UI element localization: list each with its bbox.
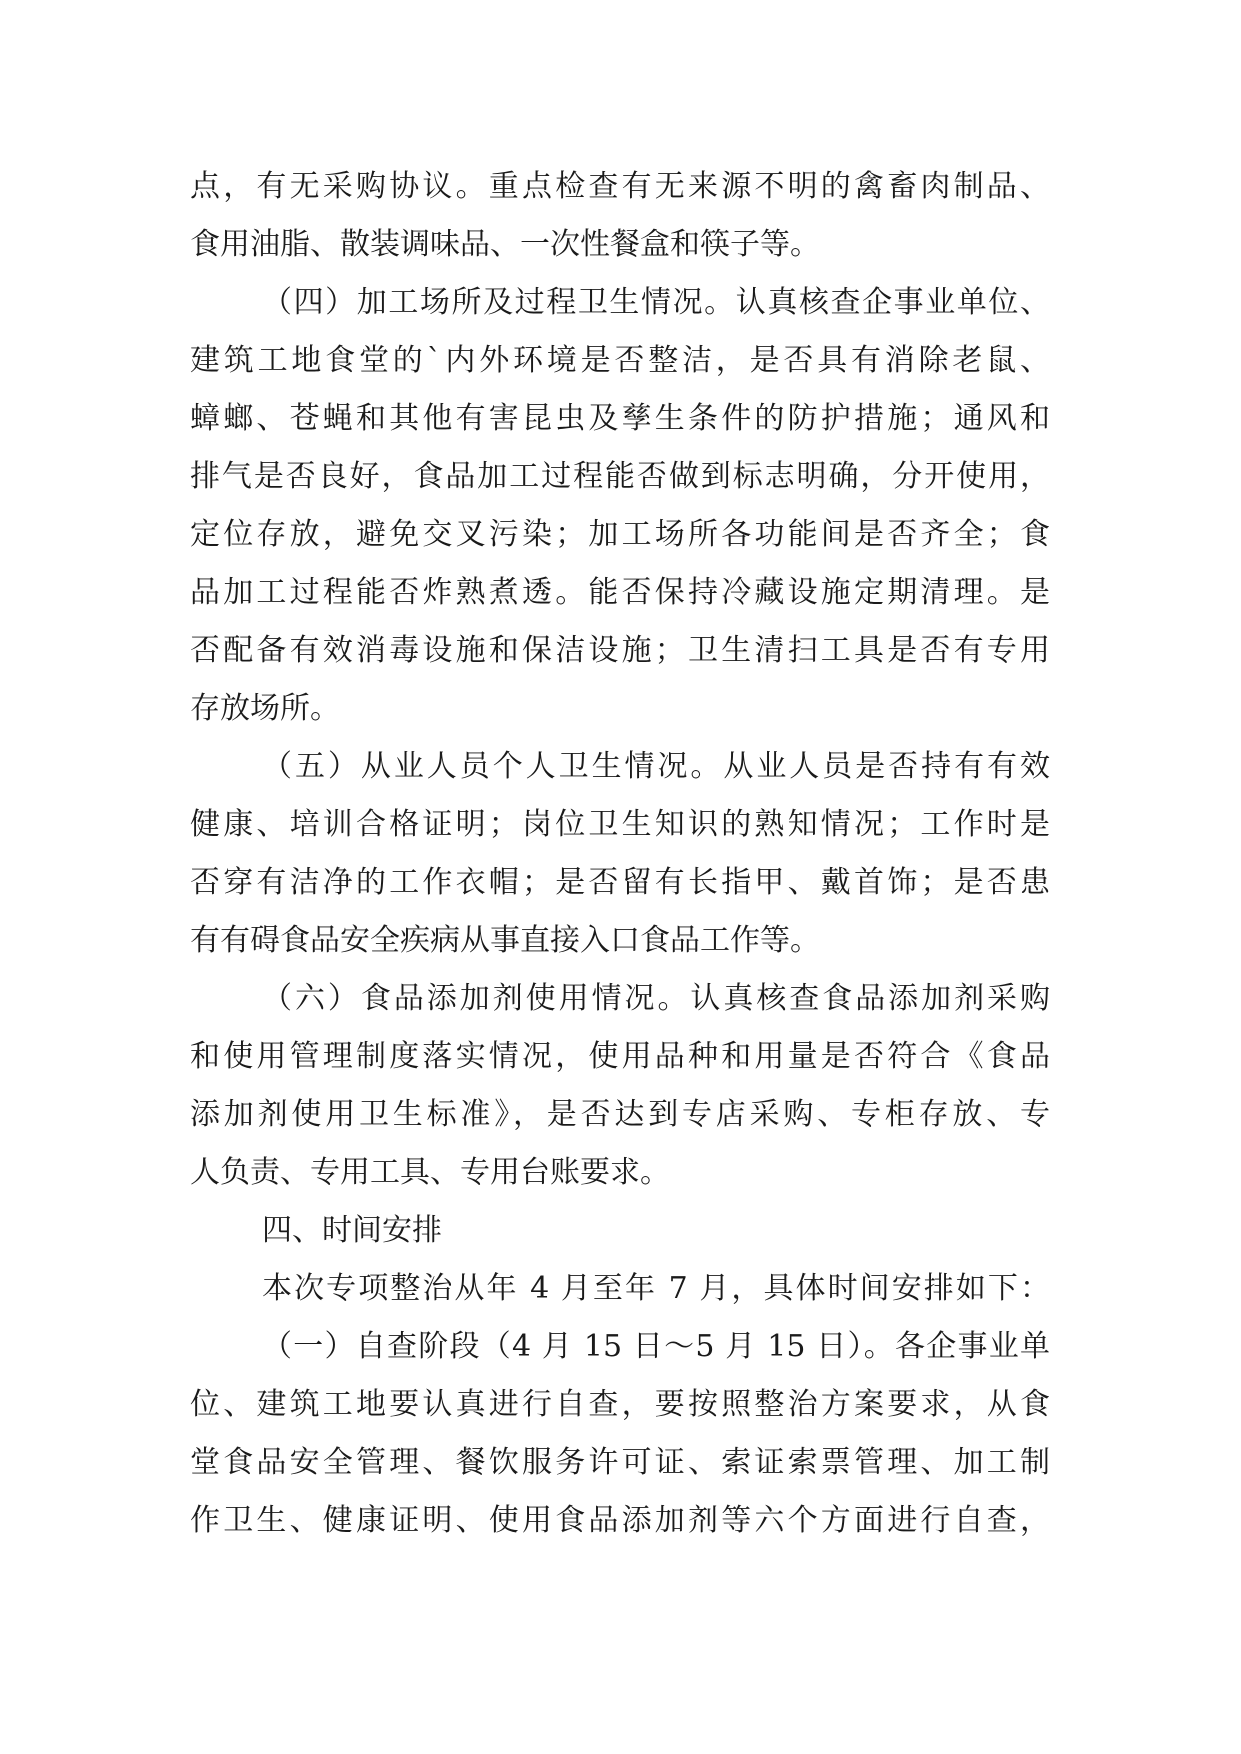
paragraph-line: 否穿有洁净的工作衣帽；是否留有长指甲、戴首饰；是否患 (190, 865, 1050, 900)
paragraph-line: （五）从业人员个人卫生情况。从业人员是否持有有效 (262, 749, 1050, 784)
paragraph-line: （一）自查阶段（4 月 15 日～5 月 15 日）。各企事业单 (262, 1329, 1050, 1364)
paragraph-line: 健康、培训合格证明；岗位卫生知识的熟知情况；工作时是 (190, 807, 1050, 842)
paragraph-line: 蟑螂、苍蝇和其他有害昆虫及孳生条件的防护措施；通风和 (190, 401, 1050, 436)
paragraph-line: （四）加工场所及过程卫生情况。认真核查企事业单位、 (262, 285, 1050, 320)
paragraph-line: （六）食品添加剂使用情况。认真核查食品添加剂采购 (262, 981, 1050, 1016)
paragraph-line: 定位存放，避免交叉污染；加工场所各功能间是否齐全；食 (190, 517, 1050, 552)
paragraph-line: 有有碍食品安全疾病从事直接入口食品工作等。 (190, 923, 820, 958)
section-heading: 四、时间安排 (262, 1213, 442, 1248)
paragraph-line: 人负责、专用工具、专用台账要求。 (190, 1155, 670, 1190)
paragraph-line: 否配备有效消毒设施和保洁设施；卫生清扫工具是否有专用 (190, 633, 1050, 668)
paragraph-line: 本次专项整治从年 4 月至年 7 月，具体时间安排如下： (262, 1271, 1050, 1306)
paragraph-line: 存放场所。 (190, 691, 340, 726)
paragraph-line: 作卫生、健康证明、使用食品添加剂等六个方面进行自查， (190, 1503, 1050, 1538)
paragraph-line: 堂食品安全管理、餐饮服务许可证、索证索票管理、加工制 (190, 1445, 1050, 1480)
paragraph-line: 品加工过程能否炸熟煮透。能否保持冷藏设施定期清理。是 (190, 575, 1050, 610)
paragraph-line: 和使用管理制度落实情况，使用品种和用量是否符合《食品 (190, 1039, 1050, 1074)
paragraph-line: 点，有无采购协议。重点检查有无来源不明的禽畜肉制品、 (190, 169, 1050, 204)
paragraph-line: 排气是否良好，食品加工过程能否做到标志明确，分开使用， (190, 459, 1050, 494)
paragraph-line: 食用油脂、散装调味品、一次性餐盒和筷子等。 (190, 227, 820, 262)
paragraph-line: 添加剂使用卫生标准》，是否达到专店采购、专柜存放、专 (190, 1097, 1050, 1132)
paragraph-line: 位、建筑工地要认真进行自查，要按照整治方案要求，从食 (190, 1387, 1050, 1422)
paragraph-line: 建筑工地食堂的`内外环境是否整洁，是否具有消除老鼠、 (190, 343, 1050, 378)
